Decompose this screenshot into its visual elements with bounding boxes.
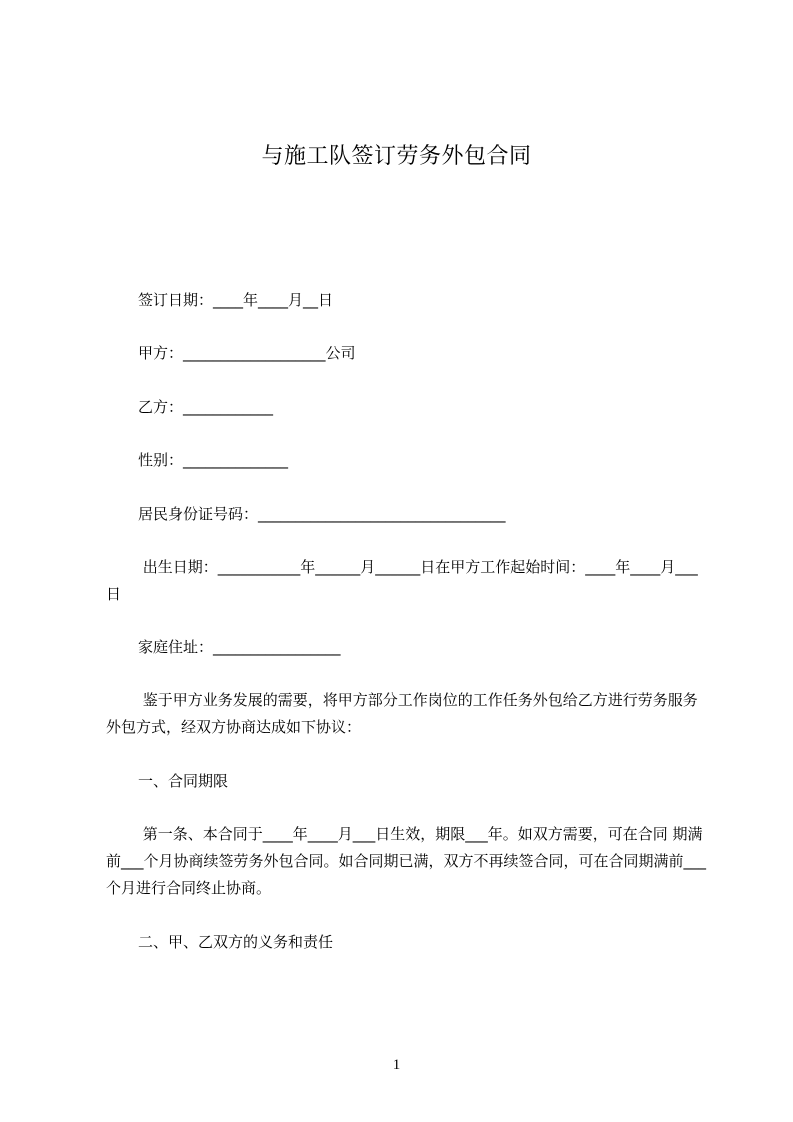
party-b-field: 乙方：____________ [138,398,274,416]
intro-paragraph: 鉴于甲方业务发展的需要，将甲方部分工作岗位的工作任务外包给乙方进行劳务服务外包方式，经双方协商达成如下协议： [106,691,698,736]
section-2-heading: 二、甲、乙双方的义务和责任 [138,933,334,951]
sign-date-field: 签订日期：____年____月__日 [138,291,334,309]
gender-field: 性别：______________ [138,451,289,469]
page-number: 1 [392,1057,401,1073]
birth-date-field: 出生日期：___________年______月______日在甲方工作起始时间：____年____月___日 [106,558,698,603]
section-1-heading: 一、合同期限 [138,772,229,790]
id-number-field: 居民身份证号码：_________________________________ [138,505,506,523]
document-title: 与施工队签订劳务外包合同 [261,144,532,169]
article-1-paragraph: 第一条、本合同于____年____月___日生效，期限___年。如双方需要，可在合同 期满前___个月协商续签劳务外包合同。如合同期已满，双方不再续签合同，可在合同期满前___个月进行合同终止协商。 [106,825,707,897]
home-address-field: 家庭住址：_________________ [138,638,341,656]
party-a-field: 甲方：___________________公司 [138,344,356,362]
